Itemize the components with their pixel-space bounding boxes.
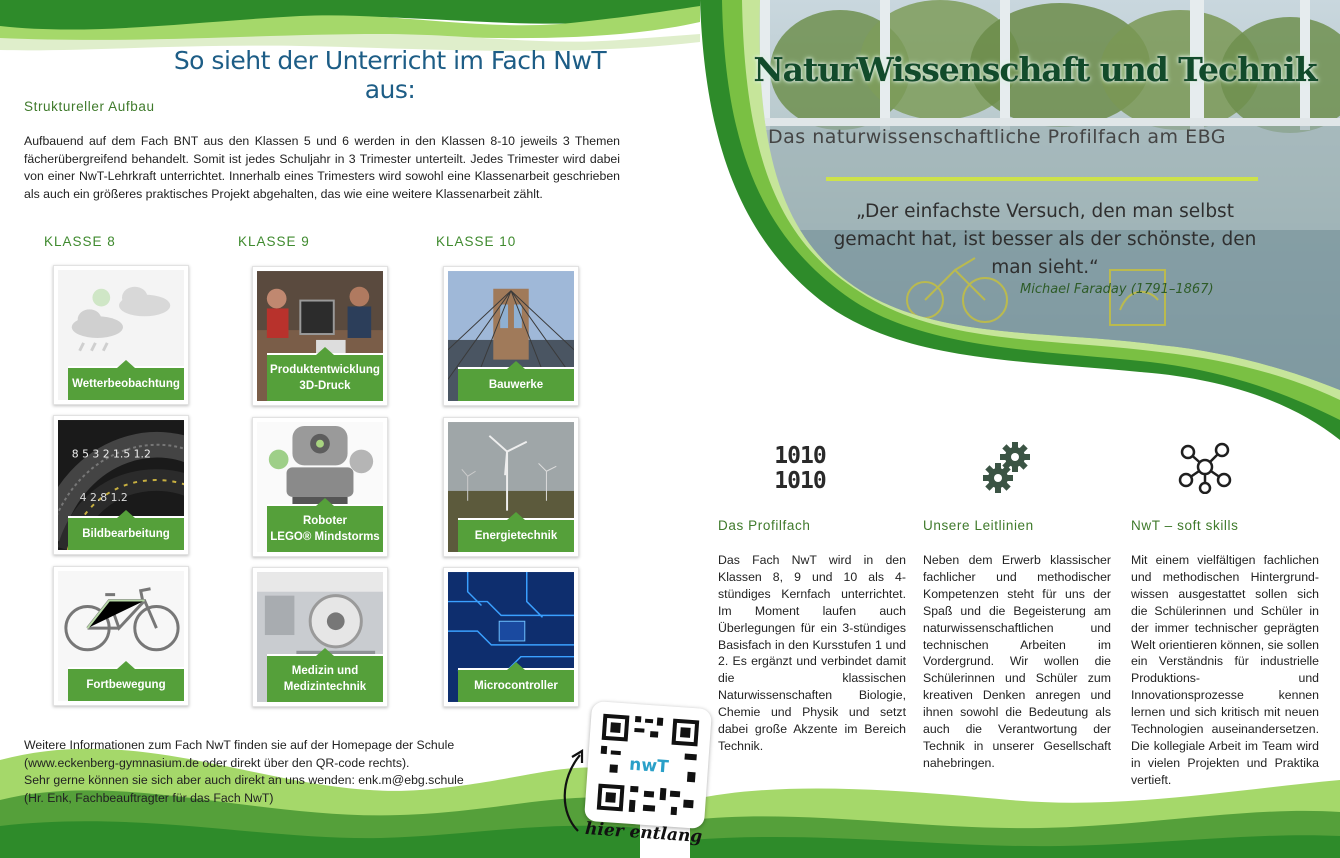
topic-card-produktentwicklung — [252, 266, 388, 406]
contact-info — [24, 737, 584, 807]
topic-card-bildbearbeitung — [53, 415, 189, 555]
info-line: Sehr gerne können sie sich aber auch direkt an uns wenden: enk.m@ebg.schule — [24, 773, 464, 788]
column-heading-profilfach: Das Profilfach — [718, 518, 811, 533]
topic-line2: LEGO® Mindstorms — [270, 531, 380, 543]
column-text-leitlinien: Neben dem Erwerb klassischer fachlicher und methodischer Kompetenzen steht für uns der Spaß und die Begeisterung am naturwissenschaftlichen und technischen Arbeiten im Vordergrund. Wir wollen die Schülerinnen und Schüler zum kreativen Denken anregen und ihnen sowohl die Bedeutung als auch die Verantwortung der Technik in unserer Gesellschaft nahebringen. — [923, 553, 1111, 770]
brochure-title: NaturWissenschaft und Technik — [753, 50, 1317, 89]
svg-text:8 5 3 2 1.5 1.2: 8 5 3 2 1.5 1.2 — [71, 447, 151, 461]
topic-label — [68, 667, 184, 701]
topic-label — [267, 654, 383, 702]
topic-line2: Medizintechnik — [283, 681, 367, 693]
column-text-soft-skills: Mit einem vielfältigen fachlichen und methodischen Hintergrundwissen ausgestattet sollen sich die Schülerinnen und Schüler in der immer technischer geprägten Welt orientieren können, sie sollen ein Verständnis für industrielle Produktions- und Innovationsprozesse kennen lernen und sich kritisch mit neuen Technologien auseinandersetzen. Die kollegiale Arbeit im Team wird in vielen Projekten und Praktika vertieft. — [1131, 553, 1319, 787]
qr-logo-text: nwT — [628, 754, 670, 778]
topic-card-energietechnik — [443, 417, 579, 557]
topic-card-medizin — [252, 567, 388, 707]
topic-line1: Bildbearbeitung — [82, 528, 170, 540]
topic-card-roboter — [252, 417, 388, 557]
quote-text: „Der einfachste Versuch, den man selbst gemacht hat, ist besser als der schönste, den man sieht.“ — [833, 201, 1257, 278]
topic-label — [267, 353, 383, 401]
column-heading-leitlinien: Unsere Leitlinien — [923, 518, 1034, 533]
topic-card-bauwerke — [443, 266, 579, 406]
svg-text:4 2.8 1.2: 4 2.8 1.2 — [79, 490, 128, 504]
topic-label — [267, 504, 383, 552]
binary-line: 1010 — [774, 443, 826, 469]
network-people-icon — [1176, 440, 1234, 494]
topic-line2: 3D-Druck — [299, 380, 351, 392]
section-heading: Struktureller Aufbau — [24, 99, 155, 114]
column-text-profilfach: Das Fach NwT wird in den Klassen 8, 9 und 10 als 4-stündiges Kernfach unterrichtet. Im Moment laufen auch Überlegungen für ein 3-stündiges Basisfach in den Kursstufen 1 und 2. Es ergänzt und verbindet damit die klassischen Naturwissenschaften Biologie, Chemie und Physik und setzt dabei große Akzente im Bereich Technik. — [718, 553, 906, 753]
info-line: (www.eckenberg-gymnasium.de oder direkt über den QR-code rechts). — [24, 755, 410, 770]
klasse-8-label: KLASSE 8 — [44, 234, 116, 249]
topic-card-wetterbeobachtung — [53, 265, 189, 405]
column-heading-soft-skills: NwT – soft skills — [1131, 518, 1239, 533]
info-line: (Hr. Enk, Fachbeauftragter für das Fach NwT) — [24, 790, 274, 805]
topic-card-microcontroller — [443, 567, 579, 707]
topic-line1: Produktentwicklung — [270, 364, 380, 376]
brochure-subtitle: Das naturwissenschaftliche Profilfach am EBG — [768, 126, 1227, 148]
gears-icon — [982, 440, 1034, 496]
quote-author: Michael Faraday (1791–1867) — [1020, 282, 1214, 297]
topic-line1: Energietechnik — [474, 530, 558, 542]
topic-label — [458, 367, 574, 401]
klasse-10-label: KLASSE 10 — [436, 234, 517, 249]
qr-hint: hier entlang — [584, 818, 703, 848]
divider — [826, 177, 1258, 181]
binary-line: 1010 — [774, 468, 826, 494]
topic-line1: Roboter — [302, 515, 348, 527]
info-line: Weitere Informationen zum Fach NwT finden sie auf der Homepage der Schule — [24, 738, 455, 752]
topic-line1: Fortbewegung — [86, 679, 166, 691]
topic-label — [458, 668, 574, 702]
qr-code[interactable] — [584, 701, 712, 829]
klasse-9-label: KLASSE 9 — [238, 234, 310, 249]
topic-line1: Microcontroller — [474, 680, 558, 692]
topic-card-fortbewegung — [53, 566, 189, 706]
intro-paragraph: Aufbauend auf dem Fach BNT aus den Klassen 5 und 6 werden in den Klassen 8-10 jeweils 3 Themen fächerübergreifend behandelt. Somit ist jedes Schuljahr in 3 Trimester unterteilt. Jedes Trimester wird dabei von einer NwT-Lehrkraft unterrichtet. Innerhalb eines Trimesters wird sowohl eine Klassenarbeit geschrieben als auch ein größeres praktisches Projekt abgehalten, das wie eine weitere Klassenarbeit zählt. — [24, 134, 620, 201]
page-heading: So sieht der Unterricht im Fach NwT aus: — [173, 46, 607, 104]
binary-icon — [772, 444, 828, 494]
topic-line1: Bauwerke — [488, 379, 544, 391]
topic-label — [68, 516, 184, 550]
topic-line1: Medizin und — [291, 665, 359, 677]
topic-line1: Wetterbeobachtung — [72, 378, 180, 390]
topic-label — [458, 518, 574, 552]
topic-label — [68, 366, 184, 400]
